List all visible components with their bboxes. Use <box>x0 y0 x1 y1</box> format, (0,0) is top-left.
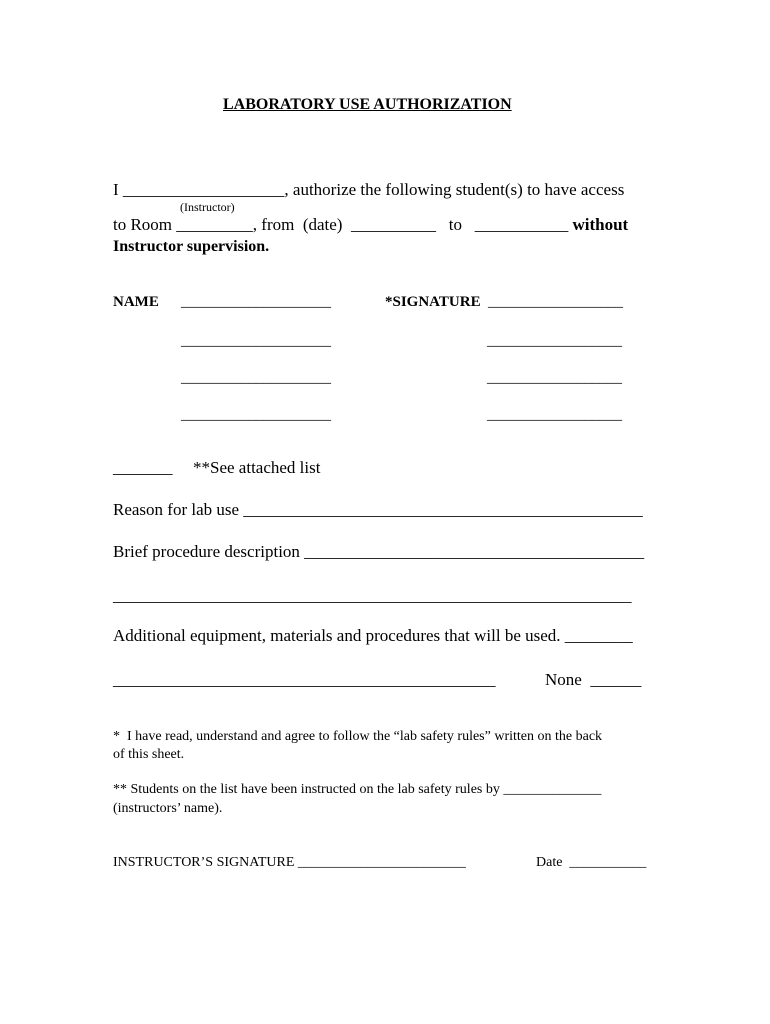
signature-blank-1: __________________ <box>488 294 623 310</box>
room-date-text: to Room _________, from (date) __________ to ___________ <box>113 215 569 234</box>
safety-rules-note-line1: * I have read, understand and agree to follow the “lab safety rules” written on the back <box>113 729 603 744</box>
name-blank-4: ____________________ <box>181 407 331 423</box>
attached-list-blank: _______ <box>113 458 173 477</box>
attached-list-label: **See attached list <box>193 458 321 477</box>
instructed-note-line2: (instructors’ name). <box>113 801 223 816</box>
none-option: None ______ <box>545 670 642 689</box>
page-title: LABORATORY USE AUTHORIZATION <box>223 96 512 113</box>
procedure-line: Brief procedure description ________________________________________ <box>113 542 645 561</box>
instructor-caption: (Instructor) <box>180 200 235 214</box>
name-label: NAME <box>113 294 159 310</box>
equipment-continuation-line: _____________________________________________ <box>113 670 496 689</box>
safety-rules-note-line2: of this sheet. <box>113 747 185 762</box>
without-text: without <box>572 215 629 234</box>
signature-blank-3: __________________ <box>487 370 622 386</box>
name-blank-3: ____________________ <box>181 370 331 386</box>
reason-line: Reason for lab use _______________________________________________ <box>113 500 643 519</box>
signature-blank-2: __________________ <box>487 333 622 349</box>
signature-blank-4: __________________ <box>487 407 622 423</box>
instructor-signature-line: INSTRUCTOR’S SIGNATURE ________________________ <box>113 855 466 870</box>
signature-label: *SIGNATURE <box>385 294 481 310</box>
equipment-line: Additional equipment, materials and procedures that will be used. ________ <box>113 626 633 645</box>
name-blank-1: ____________________ <box>181 294 331 310</box>
instructed-note-line1: ** Students on the list have been instructed on the lab safety rules by ______________ <box>113 782 602 797</box>
instructor-authorization-line: I ___________________, authorize the following student(s) to have access <box>113 180 625 199</box>
room-date-line <box>113 216 628 233</box>
name-blank-2: ____________________ <box>181 333 331 349</box>
supervision-text: Instructor supervision. <box>113 238 270 255</box>
date-line: Date ___________ <box>536 855 647 870</box>
procedure-continuation-line: _____________________________________________________________ <box>113 586 632 605</box>
